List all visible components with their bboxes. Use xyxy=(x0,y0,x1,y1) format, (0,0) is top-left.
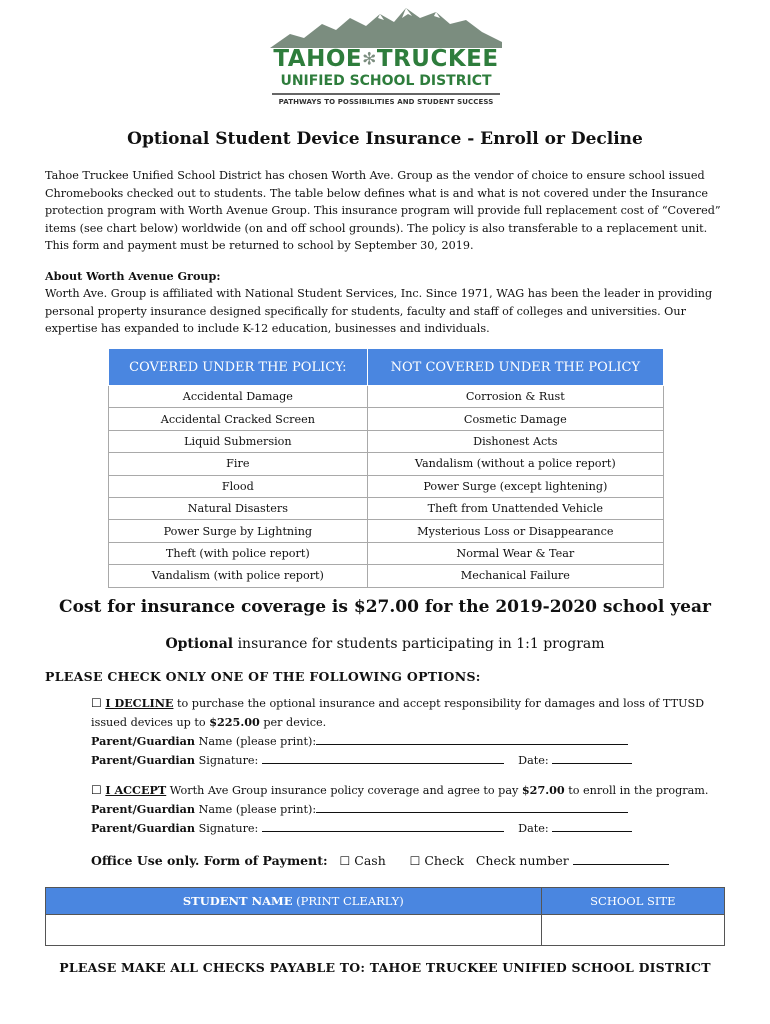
covered-cell: Theft (with police report) xyxy=(109,542,368,564)
not-covered-cell: Power Surge (except lightening) xyxy=(367,475,663,497)
intro-paragraph: Tahoe Truckee Unified School District has chosen Worth Ave. Group as the vendor of choice to ensure school issued Chromebooks checked out to students. The table below defines what is and what is not covered under the Insurance protection program with Worth Avenue Group. This insurance program will provide full replacement cost of “Covered” items (see chart below) worldwide (on and off school grounds). The policy is also transferable to a replacement unit. This form and payment must be returned to school by September 30, 2019. xyxy=(45,169,721,253)
covered-cell: Flood xyxy=(109,475,368,497)
covered-cell: Vandalism (with police report) xyxy=(109,565,368,587)
decline-checkbox[interactable]: ☐ xyxy=(91,696,102,710)
not-covered-cell: Cosmetic Damage xyxy=(367,408,663,430)
covered-cell: Fire xyxy=(109,453,368,475)
not-covered-cell: Vandalism (without a police report) xyxy=(367,453,663,475)
accept-option: ☐ I ACCEPT Worth Ave Group insurance policy coverage and agree to pay $27.00 to enroll in the program. Parent/Guardian Name (please print): Parent/Guardian Signature: Date: xyxy=(91,781,731,838)
student-table xyxy=(45,887,725,946)
not-covered-cell: Mechanical Failure xyxy=(367,565,663,587)
covered-cell: Accidental Damage xyxy=(109,386,368,408)
accept-name-field[interactable]: Parent/Guardian Name (please print): xyxy=(91,800,731,819)
table-row xyxy=(109,497,664,519)
accept-label: I ACCEPT xyxy=(105,783,167,797)
policy-table xyxy=(108,348,664,588)
table-row xyxy=(109,542,664,564)
covered-cell: Liquid Submersion xyxy=(109,430,368,452)
student-name-cell[interactable] xyxy=(46,915,542,946)
table-row xyxy=(109,565,664,587)
footer-note: PLEASE MAKE ALL CHECKS PAYABLE TO: TAHOE TRUCKEE UNIFIED SCHOOL DISTRICT xyxy=(59,960,711,975)
accept-checkbox[interactable]: ☐ xyxy=(91,783,102,797)
covered-cell: Natural Disasters xyxy=(109,497,368,519)
logo-divider xyxy=(272,93,500,95)
about-paragraph: Worth Ave. Group is affiliated with National Student Services, Inc. Since 1971, WAG has been the leader in providing personal property insurance designed specifically for students, faculty and staff of colleges and universities. Our expertise has expanded to include K-12 education, businesses and individuals. xyxy=(45,287,713,336)
decline-option: ☐ I DECLINE to purchase the optional insurance and accept responsibility for damages and loss of TTUSD issued devices up to $225.00 per device. Parent/Guardian Name (please print): Parent/Guardian Signature: Date: xyxy=(91,694,731,770)
not-covered-cell: Mysterious Loss or Disappearance xyxy=(367,520,663,542)
about-heading: About Worth Avenue Group: xyxy=(45,269,221,283)
table-row xyxy=(109,520,664,542)
cost-heading: Cost for insurance coverage is $27.00 for the 2019-2020 school year xyxy=(59,597,711,617)
decline-signature-field[interactable]: Parent/Guardian Signature: Date: xyxy=(91,751,731,770)
office-use-row: Office Use only. Form of Payment: ☐ Cash ☐ Check Check number xyxy=(91,852,669,868)
table-row xyxy=(109,453,664,475)
not-covered-header: NOT COVERED UNDER THE POLICY xyxy=(367,349,663,386)
not-covered-cell: Corrosion & Rust xyxy=(367,386,663,408)
page-title: Optional Student Device Insurance - Enroll or Decline xyxy=(127,129,643,149)
covered-header: COVERED UNDER THE POLICY: xyxy=(109,349,368,386)
district-logo xyxy=(0,0,770,118)
school-site-cell[interactable] xyxy=(541,915,724,946)
student-name-header: STUDENT NAME (PRINT CLEARLY) xyxy=(46,888,542,915)
table-row xyxy=(109,430,664,452)
table-row xyxy=(109,408,664,430)
check-checkbox[interactable]: ☐ xyxy=(409,854,421,868)
covered-cell: Power Surge by Lightning xyxy=(109,520,368,542)
check-number-field[interactable] xyxy=(573,852,669,865)
snowflake-icon: ✻ xyxy=(362,49,377,70)
not-covered-cell: Dishonest Acts xyxy=(367,430,663,452)
decline-label: I DECLINE xyxy=(105,696,174,710)
logo-title: TAHOE✻TRUCKEE xyxy=(273,46,499,72)
decline-name-field[interactable]: Parent/Guardian Name (please print): xyxy=(91,732,731,751)
table-row xyxy=(109,475,664,497)
not-covered-cell: Theft from Unattended Vehicle xyxy=(367,497,663,519)
covered-cell: Accidental Cracked Screen xyxy=(109,408,368,430)
logo-subtitle: UNIFIED SCHOOL DISTRICT xyxy=(280,73,492,89)
accept-signature-field[interactable]: Parent/Guardian Signature: Date: xyxy=(91,819,731,838)
table-row xyxy=(109,386,664,408)
check-options-heading: PLEASE CHECK ONLY ONE OF THE FOLLOWING OPTIONS: xyxy=(45,669,481,684)
not-covered-cell: Normal Wear & Tear xyxy=(367,542,663,564)
cash-checkbox[interactable]: ☐ xyxy=(339,854,351,868)
school-site-header: SCHOOL SITE xyxy=(541,888,724,915)
logo-tagline: PATHWAYS TO POSSIBILITIES AND STUDENT SUCCESS xyxy=(278,98,494,106)
optional-line: Optional insurance for students participating in 1:1 program xyxy=(165,636,605,652)
mountain-icon xyxy=(270,4,502,48)
